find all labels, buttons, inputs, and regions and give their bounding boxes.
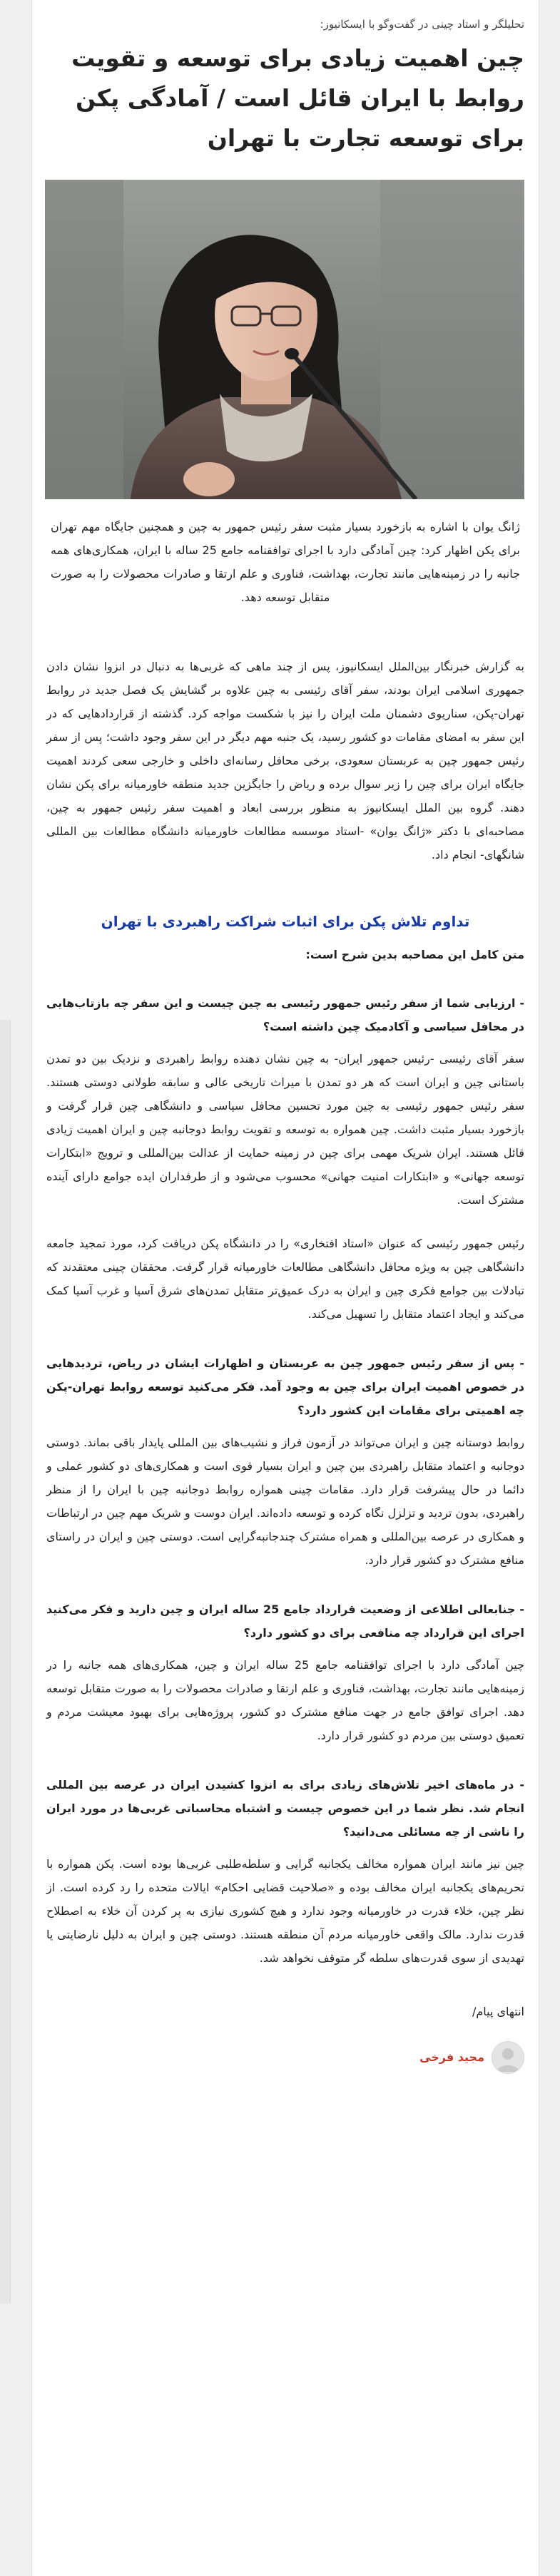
article-kicker: تحلیلگر و استاد چینی در گفت‌وگو با ایسکانیوز: bbox=[320, 18, 524, 31]
interview-answer: سفر آقای رئیسی -رئیس جمهور ایران- به چین نشان دهنده روابط راهبردی و نزدیک بین دو تمدن باستانی چین و ایران است که هر دو تمدن با میراث تاریخی عالی و سابقه طولانی دوستی هستند. سفر رئیس جمهور رئیسی به چین مورد تحسین محافل سیاسی و دانشگاهی چین قرار گرفت و بازخورد بسیار مثبت داشت. چین همواره به توسعه و تقویت روابط دوجانبه چین و ایران اهمیت زیادی قائل هستند. ایران شریک مهمی برای چین در زمینه حمایت از عدالت بین‌المللی و ترویج «ابتکارات توسعه جهانی» و «ابتکارات امنیت جهانی» محسوب می‌شود و از طرفداران ایده جوامع دارای آینده مشترک است. bbox=[46, 1051, 524, 1207]
interview-intro: متن کامل این مصاحبه بدین شرح است: bbox=[305, 947, 524, 961]
article-lead: ژانگ یوان با اشاره به بازخورد بسیار مثبت سفر رئیس جمهور به چین و همچنین جایگاه مهم تهران برای پکن اظهار کرد: چین آمادگی دارد با اجرای توافقنامه جامع 25 ساله با ایران، همکاری‌های همه جانبه را در زمینه‌هایی مانند تجارت، بهداشت، فناوری و علم ارتقا و صادرات محصولات را به صورت متقابل توسعه دهد. bbox=[51, 520, 521, 604]
interview-question: - در ماه‌های اخیر تلاش‌های زیادی برای به انزوا کشیدن ایران در عرصه بین المللی انجام شد. نظر شما در این خصوص چیست و اشتباه محاسباتی غربی‌ها در مورد ایران را ناشی از چه مسائلی می‌دانید؟ bbox=[46, 1777, 524, 1839]
qa-section bbox=[46, 991, 524, 1970]
interview-answer: چین آمادگی دارد با اجرای توافقنامه جامع 25 ساله ایران و چین، همکاری‌های همه جانبه را در زمینه‌هایی مانند تجارت، بهداشت، فناوری و علم ارتقا و صادرات محصولات را به صورت متقابل توسعه دهد. اجرای توافق جامع در جهت منافع مشترک دو کشور، پروژه‌هایی برای بهبود معیشت مردم و تعمیق دوستی بین مردم دو کشور قرار دارد. bbox=[46, 1657, 524, 1742]
article-headline: چین اهمیت زیادی برای توسعه و تقویت روابط با ایران قائل است / آمادگی پکن برای توسعه تجارت با تهران bbox=[71, 44, 524, 152]
interview-question: - پس از سفر رئیس جمهور چین به عربستان و اظهارات ایشان در ریاض، تردیدهایی در خصوص اهمیت ایران برای چین به وجود آمد. فکر می‌کنید توسعه روابط تهران-پکن چه اهمیتی برای مقامات این کشور دارد؟ bbox=[46, 1356, 524, 1417]
adjacent-panel-edge bbox=[0, 1020, 11, 2304]
author-name-link[interactable]: مجید فرخی bbox=[419, 2050, 484, 2065]
speaker-photo bbox=[45, 180, 524, 499]
interview-question: - ارزیابی شما از سفر رئیس جمهور رئیسی به چین چیست و این سفر چه بازتاب‌هایی در محافل سیاسی و آکادمیک چین داشته است؟ bbox=[46, 996, 524, 1033]
news-article bbox=[31, 0, 539, 2576]
interview-answer: رئیس جمهور رئیسی که عنوان «استاد افتخاری» را در دانشگاه پکن دریافت کرد، مورد تمجید جامعه دانشگاهی چین به ویژه محافل دانشگاهی مطالعات خاورمیانه قرار گرفت. محققان چینی معتقدند که تبادلات بین جوامع فکری چین و ایران به درک عمیق‌تر متقابل تمدن‌های شرق آسیا و غرب آسیا کمک می‌کند و ایجاد اعتماد متقابل را تسهیل می‌کند. bbox=[46, 1236, 524, 1321]
interview-answer: روابط دوستانه چین و ایران می‌تواند در آزمون فراز و نشیب‌های بین المللی پایدار باقی بماند. دوستی دوجانبه و اعتماد متقابل راهبردی بین چین و ایران بسیار قوی است و همکاری‌های دو کشور عملی و دائما در حال پیشرفت قرار دارد. مقامات چینی همواره روابط دوجانبه چین با ایران را از منظر راهبردی، بدون تردید و تزلزل نگاه کرده و توسعه داده‌اند. ایران دوست و شریک مهم چین در ارتباطات و همکاری در عرصه بین‌المللی و همراه مشترک چندجانبه‌گرایی است. دوستی چین و ایران در راستای منافع مشترک دو کشور قرار دارد. bbox=[46, 1435, 524, 1567]
end-of-message: انتهای پیام/ bbox=[472, 2004, 524, 2018]
author-row[interactable] bbox=[46, 2041, 524, 2074]
user-avatar-icon[interactable] bbox=[492, 2041, 524, 2074]
interview-answer: چین نیز مانند ایران همواره مخالف یکجانبه گرایی و سلطه‌طلبی غربی‌ها بوده است. پکن همواره با تحریم‌های یکجانبه ایران مخالف بوده و «صلاحیت قضایی احکام» ایالات متحده را رد کرده است. از نظر چین، خلاء قدرت در خاورمیانه وجود ندارد و هیچ کشوری نیازی به پر کردن آن خلاء به اصطلاح قدرت ندارد. مالک واقعی خاورمیانه مردم آن منطقه هستند. دوستی چین و ایران به دلیل نارضایتی یا تهدیدی از سوی قدرت‌های سلطه گر متوقف نخواهد شد. bbox=[46, 1856, 524, 1965]
article-subheading: تداوم تلاش پکن برای اثبات شراکت راهبردی با تهران bbox=[101, 913, 470, 930]
article-hero-image bbox=[45, 180, 524, 499]
article-body-intro: به گزارش خبرنگار بین‌الملل ایسکانیوز، پس از چند ماهی که غربی‌ها به دنبال در انزوا نشان دادن جمهوری اسلامی ایران بودند، سفر آقای رئیسی به چین علاوه بر گشایش یک فصل جدید در روابط تهران-پکن، سناریوی دشمنان ملت ایران را نیز با شکست مواجه کرد. گذشته از قراردادهایی که در این سفر به امضای مقامات دو کشور رسید، یک جنبه مهم دیگر در این سفر وجود داشت؛ پس از سفر رئیس جمهور چین به عربستان سعودی، برخی محافل رسانه‌ای داخلی و خارجی سعی کردند اهمیت جایگاه ایران برای چین را زیر سوال برده و ریاض را جایگزین جدید منطقه خاورمیانه برای پکن نشان دهند. گروه بین الملل ایسکانیوز به منظور بررسی ابعاد و اهمیت سفر رئیس جمهور به چین، مصاحبه‌ای با دکتر «ژانگ یوان» -استاد موسسه مطالعات خاورمیانه دانشگاه مطالعات بین المللی شانگهای- انجام داد. bbox=[46, 660, 524, 862]
interview-question: - جنابعالی اطلاعی از وضعیت قرارداد جامع 25 ساله ایران و چین دارید و فکر می‌کنید اجرای این قرارداد چه منافعی برای دو کشور دارد؟ bbox=[46, 1602, 524, 1640]
